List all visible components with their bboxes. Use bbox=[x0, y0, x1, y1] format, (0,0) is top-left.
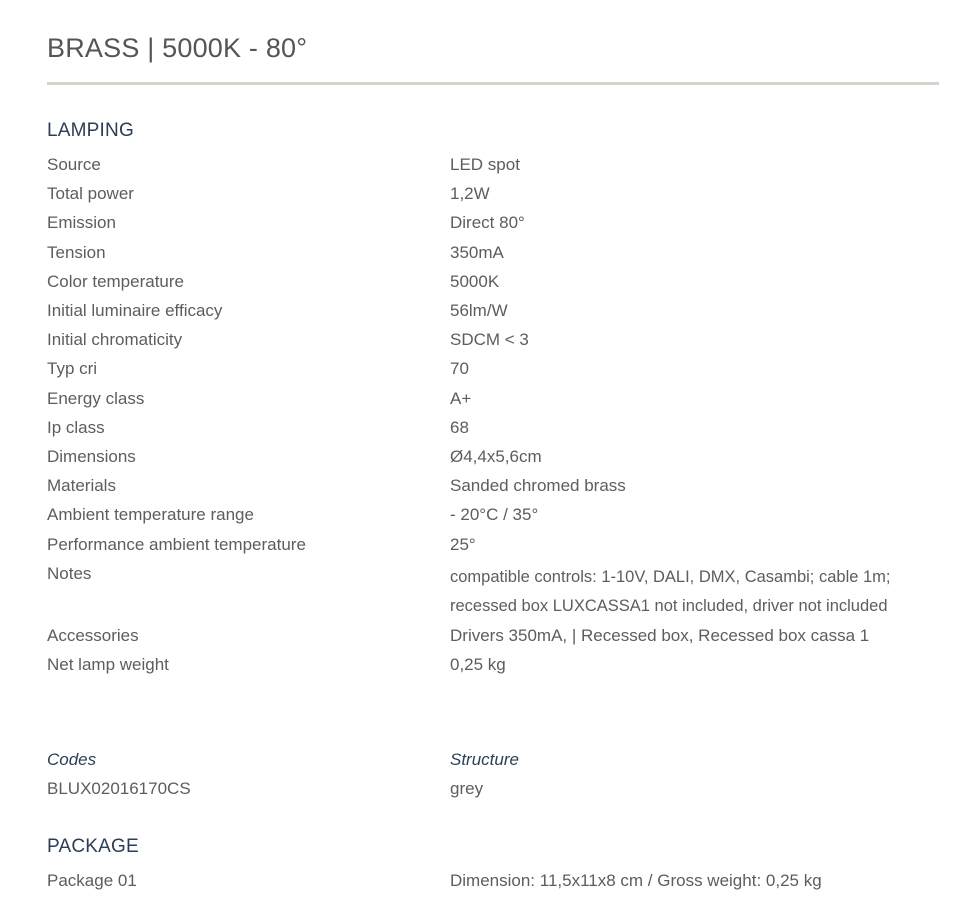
spec-label: Accessories bbox=[47, 625, 139, 645]
spec-label: Materials bbox=[47, 476, 116, 496]
spec-label: Color temperature bbox=[47, 271, 185, 291]
spec-row-total-power bbox=[47, 179, 939, 208]
spec-label: Emission bbox=[47, 213, 116, 233]
spec-value: 68 bbox=[450, 417, 469, 437]
spec-label: Energy class bbox=[47, 388, 145, 408]
title-divider bbox=[47, 82, 939, 85]
page-title: BRASS | 5000K - 80° bbox=[47, 33, 308, 63]
spec-row-net-lamp-weight bbox=[47, 650, 939, 679]
codes-heading: Codes bbox=[47, 750, 97, 769]
spec-row-luminaire-efficacy bbox=[47, 296, 939, 325]
spec-value: 1,2W bbox=[450, 184, 490, 204]
spec-value: 70 bbox=[450, 359, 469, 379]
spec-label: Initial luminaire efficacy bbox=[47, 301, 223, 321]
product-code: BLUX02016170CS bbox=[47, 779, 191, 798]
spec-row-chromaticity bbox=[47, 325, 939, 354]
spec-row-materials bbox=[47, 471, 939, 500]
package-label: Package 01 bbox=[47, 871, 137, 890]
spec-row-emission bbox=[47, 208, 939, 237]
spec-value: SDCM < 3 bbox=[450, 330, 529, 350]
spec-label: Tension bbox=[47, 242, 106, 262]
spec-value: 56lm/W bbox=[450, 301, 508, 321]
spec-label: Typ cri bbox=[47, 359, 98, 379]
spec-row-source bbox=[47, 150, 939, 179]
spec-value: 0,25 kg bbox=[450, 655, 506, 675]
spec-label: Performance ambient temperature bbox=[47, 534, 306, 554]
spec-label: Source bbox=[47, 155, 101, 174]
spec-value: 25° bbox=[450, 534, 476, 554]
spec-value: Sanded chromed brass bbox=[450, 476, 626, 496]
codes-column bbox=[47, 745, 450, 803]
spec-row-color-temperature bbox=[47, 267, 939, 296]
package-heading: PACKAGE bbox=[47, 836, 139, 857]
spec-label: Ip class bbox=[47, 417, 105, 437]
structure-heading: Structure bbox=[450, 750, 519, 769]
spec-value: compatible controls: 1-10V, DALI, DMX, Casambi; cable 1m; recessed box LUXCASSA1 not included, driver not included bbox=[450, 567, 891, 615]
structure-column bbox=[450, 745, 939, 803]
spec-row-tension bbox=[47, 238, 939, 267]
spec-row-notes bbox=[47, 559, 939, 621]
spec-value: LED spot bbox=[450, 155, 520, 174]
spec-value: Direct 80° bbox=[450, 213, 525, 233]
spec-label: Notes bbox=[47, 563, 92, 583]
spec-label: Total power bbox=[47, 184, 134, 204]
spec-row-energy-class bbox=[47, 384, 939, 413]
spec-value: - 20°C / 35° bbox=[450, 505, 539, 525]
spec-row-accessories bbox=[47, 621, 939, 650]
package-value: Dimension: 11,5x11x8 cm / Gross weight: 0,25 kg bbox=[450, 871, 822, 890]
spec-label: Dimensions bbox=[47, 447, 136, 467]
spec-row-performance-ambient-temperature bbox=[47, 530, 939, 559]
spec-row-dimensions bbox=[47, 442, 939, 471]
spec-value: 350mA bbox=[450, 242, 504, 262]
spec-value: A+ bbox=[450, 388, 472, 408]
spec-row-typ-cri bbox=[47, 354, 939, 383]
spec-row-ambient-temperature-range bbox=[47, 500, 939, 529]
spec-label: Initial chromaticity bbox=[47, 330, 183, 350]
codes-structure-block bbox=[47, 745, 939, 803]
structure-value: grey bbox=[450, 779, 484, 798]
spec-row-ip-class bbox=[47, 413, 939, 442]
spec-value: 5000K bbox=[450, 271, 500, 291]
lamping-spec-list bbox=[47, 150, 939, 679]
spec-label: Ambient temperature range bbox=[47, 505, 254, 525]
spec-value: Drivers 350mA, | Recessed box, Recessed box cassa 1 bbox=[450, 625, 870, 645]
lamping-heading: LAMPING bbox=[47, 120, 134, 141]
spec-value: Ø4,4x5,6cm bbox=[450, 447, 542, 467]
spec-label: Net lamp weight bbox=[47, 655, 169, 675]
package-row bbox=[47, 866, 939, 895]
